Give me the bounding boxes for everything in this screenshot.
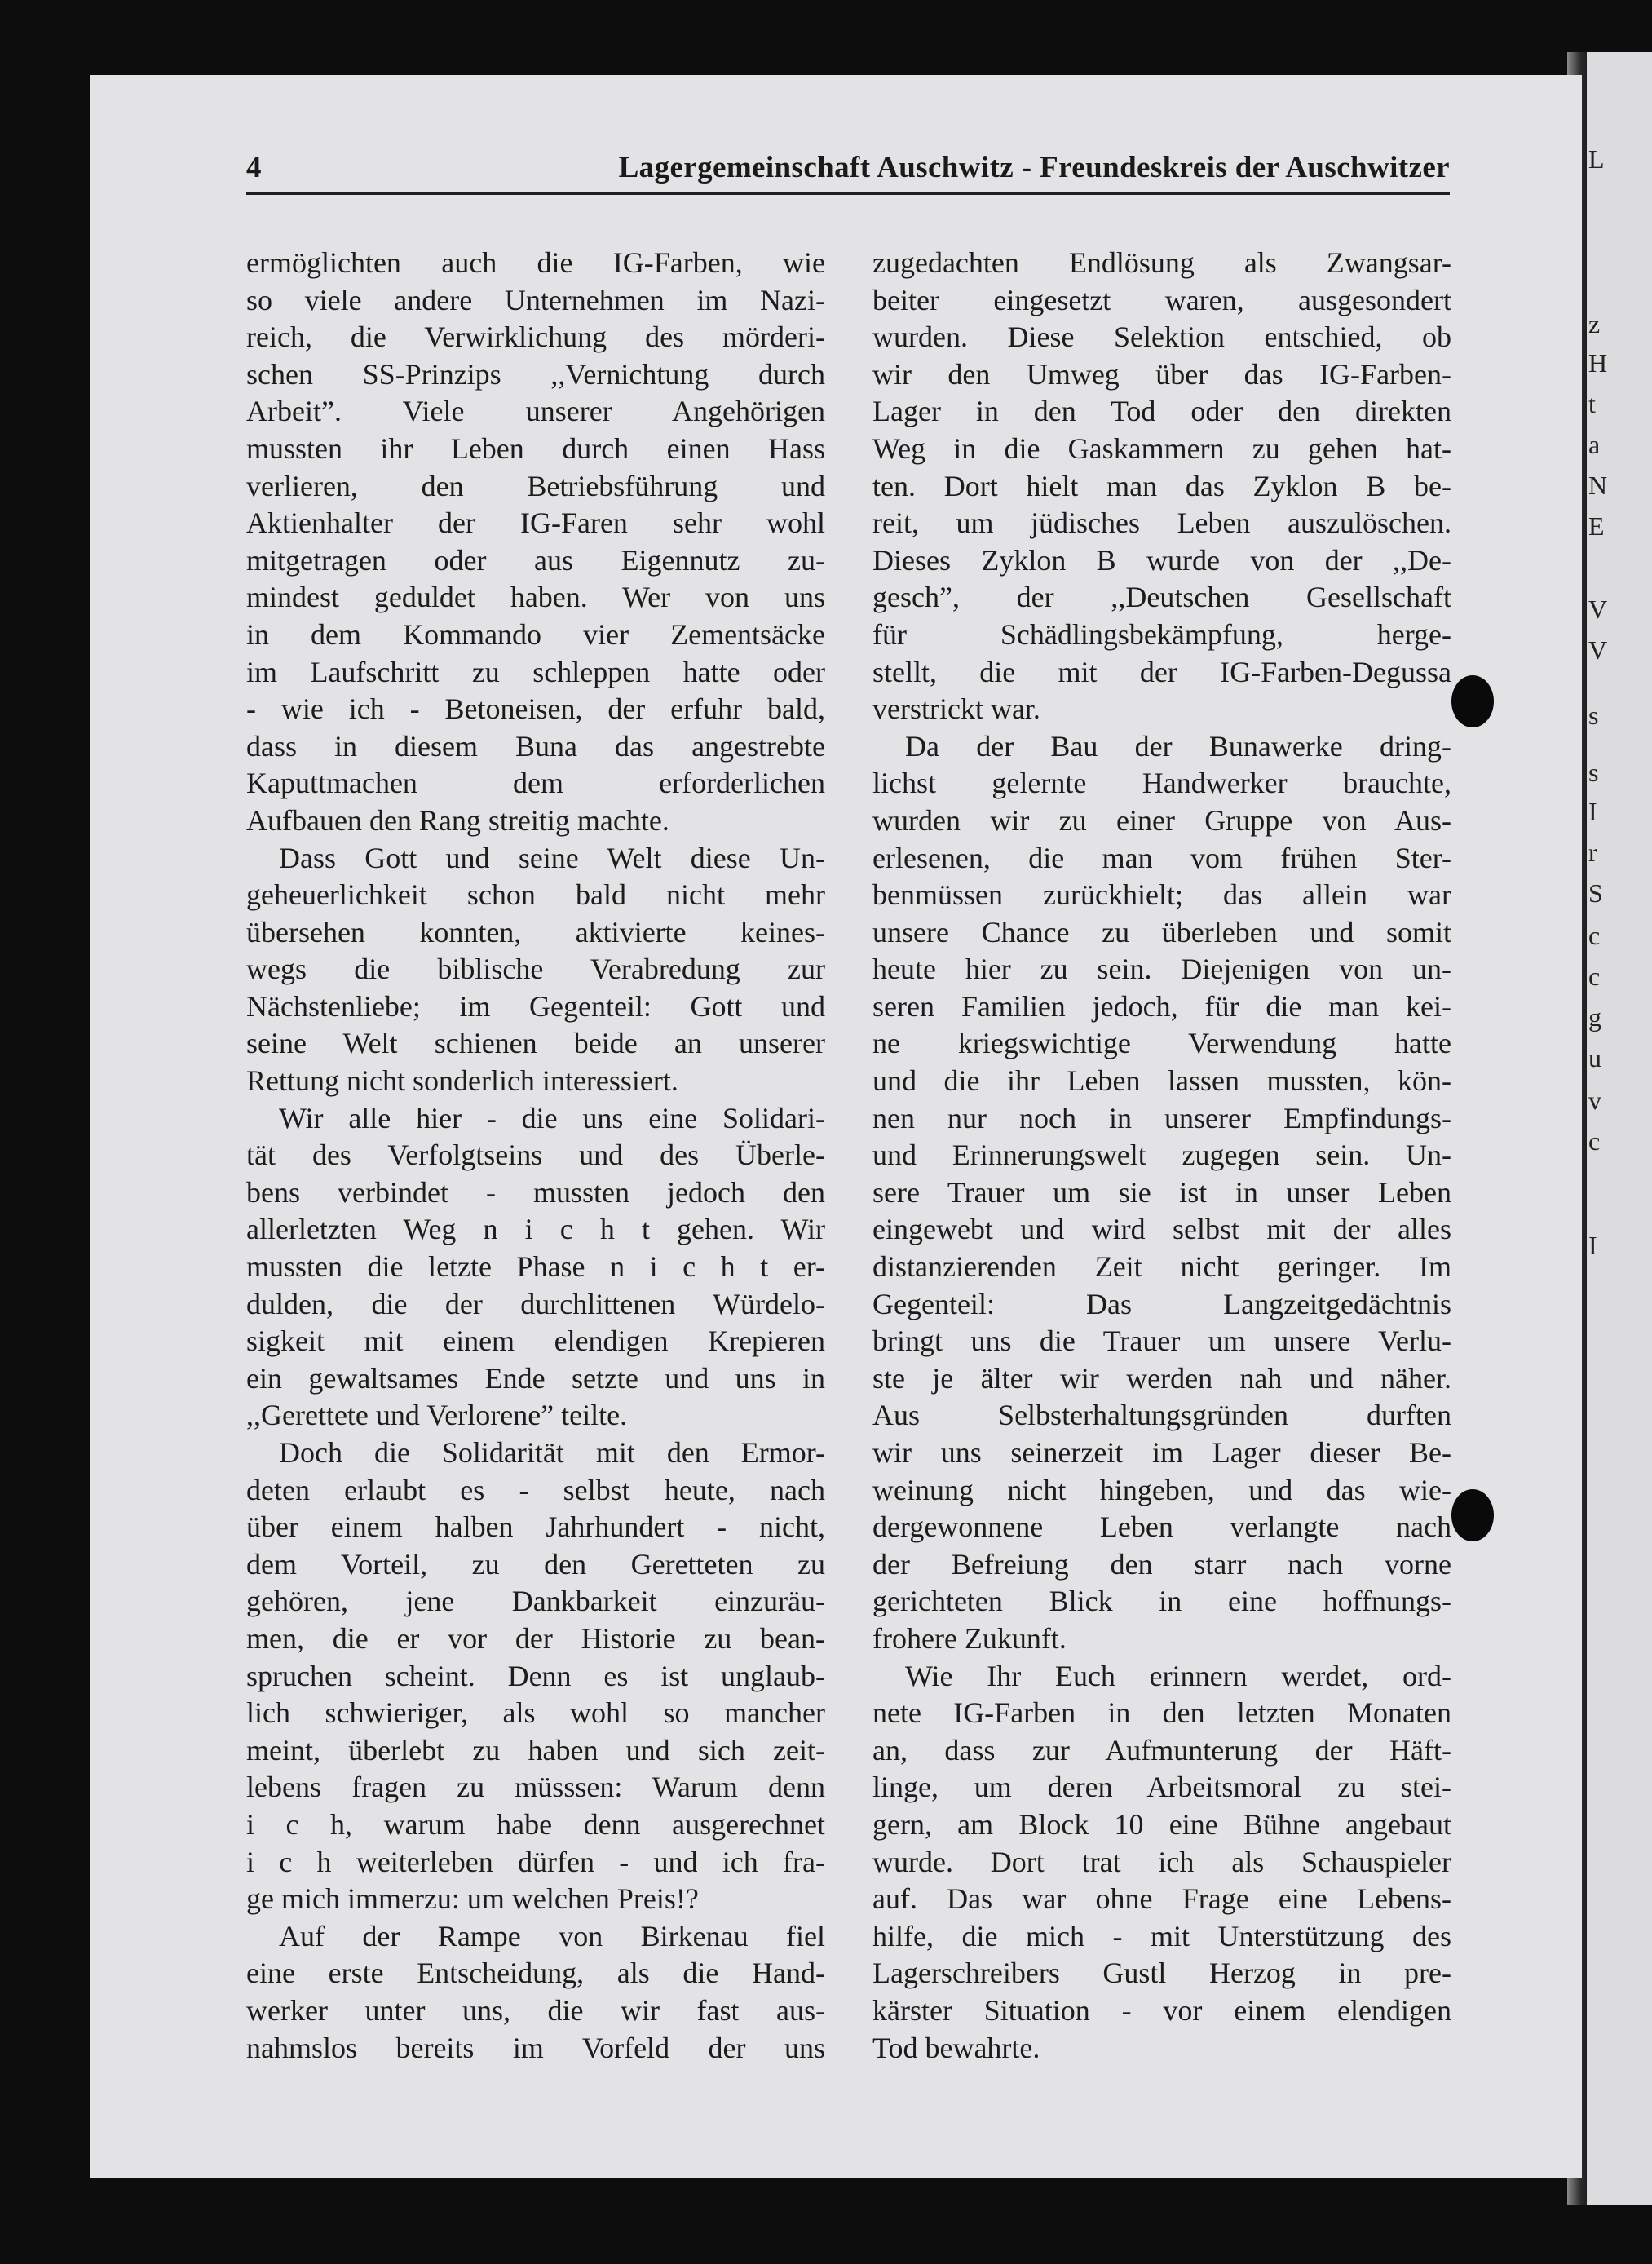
adjacent-page-glyph: I xyxy=(1588,1231,1597,1260)
adjacent-page-glyph: c xyxy=(1588,962,1601,991)
adjacent-page-glyph: s xyxy=(1588,701,1599,730)
adjacent-page-glyph: I xyxy=(1588,797,1597,826)
text-line: lichst gelernte Handwerker brauchte, xyxy=(872,767,1451,800)
text-line: ,,Gerettete und Verlorene” teilte. xyxy=(246,1399,628,1432)
text-line: wurde. Dort trat ich als Schauspieler xyxy=(872,1845,1451,1878)
text-line: für Schädlingsbekämpfung, herge- xyxy=(872,617,1451,651)
running-header xyxy=(246,147,1450,195)
text-line: mussten ihr Leben durch einen Hass xyxy=(246,431,825,465)
adjacent-page-glyph: s xyxy=(1588,758,1599,787)
text-line: dass in diesem Buna das angestrebte xyxy=(246,729,825,763)
text-line: benmüssen zurückhielt; das allein war xyxy=(872,878,1451,912)
text-line: und die ihr Leben lassen mussten, kön- xyxy=(872,1064,1451,1098)
adjacent-page-glyph: a xyxy=(1588,430,1601,459)
text-line: Da der Bau der Bunawerke dring- xyxy=(905,729,1451,763)
adjacent-page-glyph: u xyxy=(1588,1043,1601,1072)
text-line: Tod bewahrte. xyxy=(872,2031,1040,2064)
text-line: Aktienhalter der IG-Faren sehr wohl xyxy=(246,506,825,540)
adjacent-page-glyph: g xyxy=(1588,1002,1601,1032)
text-line: ein gewaltsames Ende setzte und uns in xyxy=(246,1361,825,1395)
text-line: über einem halben Jahrhundert - nicht, xyxy=(246,1510,825,1544)
text-line: Dieses Zyklon B wurde von der ,,De- xyxy=(872,543,1451,577)
text-line: Doch die Solidarität mit den Ermor- xyxy=(279,1436,825,1469)
adjacent-page-glyph: H xyxy=(1588,348,1608,378)
text-line: ne kriegswichtige Verwendung hatte xyxy=(872,1027,1451,1060)
text-line: ge mich immerzu: um welchen Preis!? xyxy=(246,1882,699,1916)
text-line: beiter eingesetzt waren, ausgesondert xyxy=(872,283,1451,316)
text-line: Dass Gott und seine Welt diese Un- xyxy=(279,841,825,874)
text-line: mindest geduldet haben. Wer von uns xyxy=(246,581,825,614)
text-line: geheuerlichkeit schon bald nicht mehr xyxy=(246,878,825,912)
adjacent-page-glyph: v xyxy=(1588,1086,1601,1115)
text-line: i c h, warum habe denn ausgerechnet xyxy=(246,1807,825,1841)
text-line: gerichteten Blick in eine hoffnungs- xyxy=(872,1585,1451,1618)
text-line: weinung nicht hingeben, und das wie- xyxy=(872,1473,1451,1506)
text-column-right xyxy=(872,245,1451,2067)
text-line: mussten die letzte Phase n i c h t er- xyxy=(246,1250,825,1284)
text-line: men, die er vor der Historie zu bean- xyxy=(246,1621,825,1655)
text-line: ermöglichten auch die IG-Farben, wie xyxy=(246,246,825,279)
text-line: gehören, jene Dankbarkeit einzuräu- xyxy=(246,1585,825,1618)
text-line: kärster Situation - vor einem elendigen xyxy=(872,1993,1451,2027)
adjacent-page-glyph: V xyxy=(1588,635,1608,665)
text-line: ten. Dort hielt man das Zyklon B be- xyxy=(872,469,1451,502)
adjacent-page-glyph: N xyxy=(1588,471,1608,500)
text-line: seren Familien jedoch, für die man kei- xyxy=(872,989,1451,1023)
text-line: reit, um jüdisches Leben auszulöschen. xyxy=(872,506,1451,540)
text-line: spruchen scheint. Denn es ist unglaub- xyxy=(246,1659,825,1692)
text-line: Nächstenliebe; im Gegenteil: Gott und xyxy=(246,989,825,1023)
text-line: Weg in die Gaskammern zu gehen hat- xyxy=(872,431,1451,465)
text-line: eingewebt und wird selbst mit der alles xyxy=(872,1213,1451,1246)
text-line: Gegenteil: Das Langzeitgedächtnis xyxy=(872,1287,1451,1320)
text-line: nen nur noch in unserer Empfindungs- xyxy=(872,1101,1451,1134)
text-line: wir den Umweg über das IG-Farben- xyxy=(872,357,1451,391)
text-line: tät des Verfolgtseins und des Überle- xyxy=(246,1139,825,1172)
text-line: eine erste Entscheidung, als die Hand- xyxy=(246,1957,825,1990)
text-line: i c h weiterleben dürfen - und ich fra- xyxy=(246,1845,825,1878)
text-line: unsere Chance zu überleben und somit xyxy=(872,915,1451,948)
text-line: sere Trauer um sie ist in unser Leben xyxy=(872,1175,1451,1209)
text-line: sigkeit mit einem elendigen Krepieren xyxy=(246,1324,825,1358)
adjacent-page-sliver xyxy=(1587,52,1652,2205)
text-line: nete IG-Farben in den letzten Monaten xyxy=(872,1696,1451,1730)
text-line: Auf der Rampe von Birkenau fiel xyxy=(279,1919,825,1952)
text-line: linge, um deren Arbeitsmoral zu stei- xyxy=(872,1771,1451,1804)
text-line: deten erlaubt es - selbst heute, nach xyxy=(246,1473,825,1506)
text-line: dem Vorteil, zu den Geretteten zu xyxy=(246,1547,825,1581)
text-line: der Befreiung den starr nach vorne xyxy=(872,1547,1451,1581)
text-line: werker unter uns, die wir fast aus- xyxy=(246,1993,825,2027)
text-line: hilfe, die mich - mit Unterstützung des xyxy=(872,1919,1451,1952)
text-line: nahmslos bereits im Vorfeld der uns xyxy=(246,2031,825,2064)
text-line: bringt uns die Trauer um unsere Verlu- xyxy=(872,1324,1451,1358)
text-line: frohere Zukunft. xyxy=(872,1621,1067,1655)
text-line: - wie ich - Betoneisen, der erfuhr bald, xyxy=(246,692,825,726)
text-line: dergewonnene Leben verlangte nach xyxy=(872,1510,1451,1544)
text-line: verstrickt war. xyxy=(872,692,1040,726)
text-line: Lagerschreibers Gustl Herzog in pre- xyxy=(872,1957,1451,1990)
text-line: Arbeit”. Viele unserer Angehörigen xyxy=(246,395,825,428)
punch-hole xyxy=(1451,675,1494,727)
text-column-left xyxy=(246,245,825,2067)
text-line: seine Welt schienen beide an unserer xyxy=(246,1027,825,1060)
text-line: Wie Ihr Euch erinnern werdet, ord- xyxy=(905,1659,1451,1692)
text-line: im Laufschritt zu schleppen hatte oder xyxy=(246,655,825,688)
text-line: ste je älter wir werden nah und näher. xyxy=(872,1361,1451,1395)
adjacent-page-glyph: V xyxy=(1588,595,1608,624)
text-line: distanzierenden Zeit nicht geringer. Im xyxy=(872,1250,1451,1284)
text-line: zugedachten Endlösung als Zwangsar- xyxy=(872,246,1451,279)
text-line: dulden, die der durchlittenen Würdelo- xyxy=(246,1287,825,1320)
text-line: wegs die biblische Verabredung zur xyxy=(246,953,825,986)
text-line: Lager in den Tod oder den direkten xyxy=(872,395,1451,428)
text-line: reich, die Verwirklichung des mörderi- xyxy=(246,321,825,354)
text-line: wurden. Diese Selektion entschied, ob xyxy=(872,321,1451,354)
text-line: Kaputtmachen dem erforderlichen xyxy=(246,767,825,800)
publication-title: Lagergemeinschaft Auschwitz - Freundeskreis der Auschwitzer xyxy=(618,151,1450,184)
text-line: Aus Selbsterhaltungsgründen durften xyxy=(872,1399,1451,1432)
text-line: wurden wir zu einer Gruppe von Aus- xyxy=(872,803,1451,837)
adjacent-page-glyph: S xyxy=(1588,878,1603,908)
text-line: erlesenen, die man vom frühen Ster- xyxy=(872,841,1451,874)
text-line: lebens fragen zu müsssen: Warum denn xyxy=(246,1771,825,1804)
punch-hole xyxy=(1451,1489,1494,1541)
text-line: allerletzten Weg n i c h t gehen. Wir xyxy=(246,1213,825,1246)
adjacent-page-glyph: L xyxy=(1588,144,1605,174)
adjacent-page-glyph: E xyxy=(1588,511,1605,541)
text-line: bens verbindet - mussten jedoch den xyxy=(246,1175,825,1209)
text-line: an, dass zur Aufmunterung der Häft- xyxy=(872,1733,1451,1767)
text-line: so viele andere Unternehmen im Nazi- xyxy=(246,283,825,316)
text-line: wir uns seinerzeit im Lager dieser Be- xyxy=(872,1436,1451,1469)
text-line: übersehen konnten, aktivierte keines- xyxy=(246,915,825,948)
adjacent-page-glyph: z xyxy=(1588,309,1601,338)
adjacent-page-glyph: r xyxy=(1588,838,1597,867)
text-line: mitgetragen oder aus Eigennutz zu- xyxy=(246,543,825,577)
text-line: gesch”, der ,,Deutschen Gesellschaft xyxy=(872,581,1451,614)
text-line: Rettung nicht sonderlich interessiert. xyxy=(246,1064,678,1098)
text-line: auf. Das war ohne Frage eine Lebens- xyxy=(872,1882,1451,1916)
text-line: schen SS-Prinzips ,,Vernichtung durch xyxy=(246,357,825,391)
text-line: gern, am Block 10 eine Bühne angebaut xyxy=(872,1807,1451,1841)
text-line: Wir alle hier - die uns eine Solidari- xyxy=(279,1101,825,1134)
text-line: und Erinnerungswelt zugegen sein. Un- xyxy=(872,1139,1451,1172)
text-line: lich schwieriger, als wohl so mancher xyxy=(246,1696,825,1730)
page-number: 4 xyxy=(246,151,262,184)
adjacent-page-glyph: t xyxy=(1588,389,1596,418)
text-line: verlieren, den Betriebsführung und xyxy=(246,469,825,502)
text-line: meint, überlebt zu haben und sich zeit- xyxy=(246,1733,825,1767)
adjacent-page-glyph: c xyxy=(1588,1126,1601,1156)
text-line: stellt, die mit der IG-Farben-Degussa xyxy=(872,655,1451,688)
adjacent-page-glyph: c xyxy=(1588,921,1601,950)
text-line: Aufbauen den Rang streitig machte. xyxy=(246,803,669,837)
text-line: in dem Kommando vier Zementsäcke xyxy=(246,617,825,651)
text-line: heute hier zu sein. Diejenigen von un- xyxy=(872,953,1451,986)
